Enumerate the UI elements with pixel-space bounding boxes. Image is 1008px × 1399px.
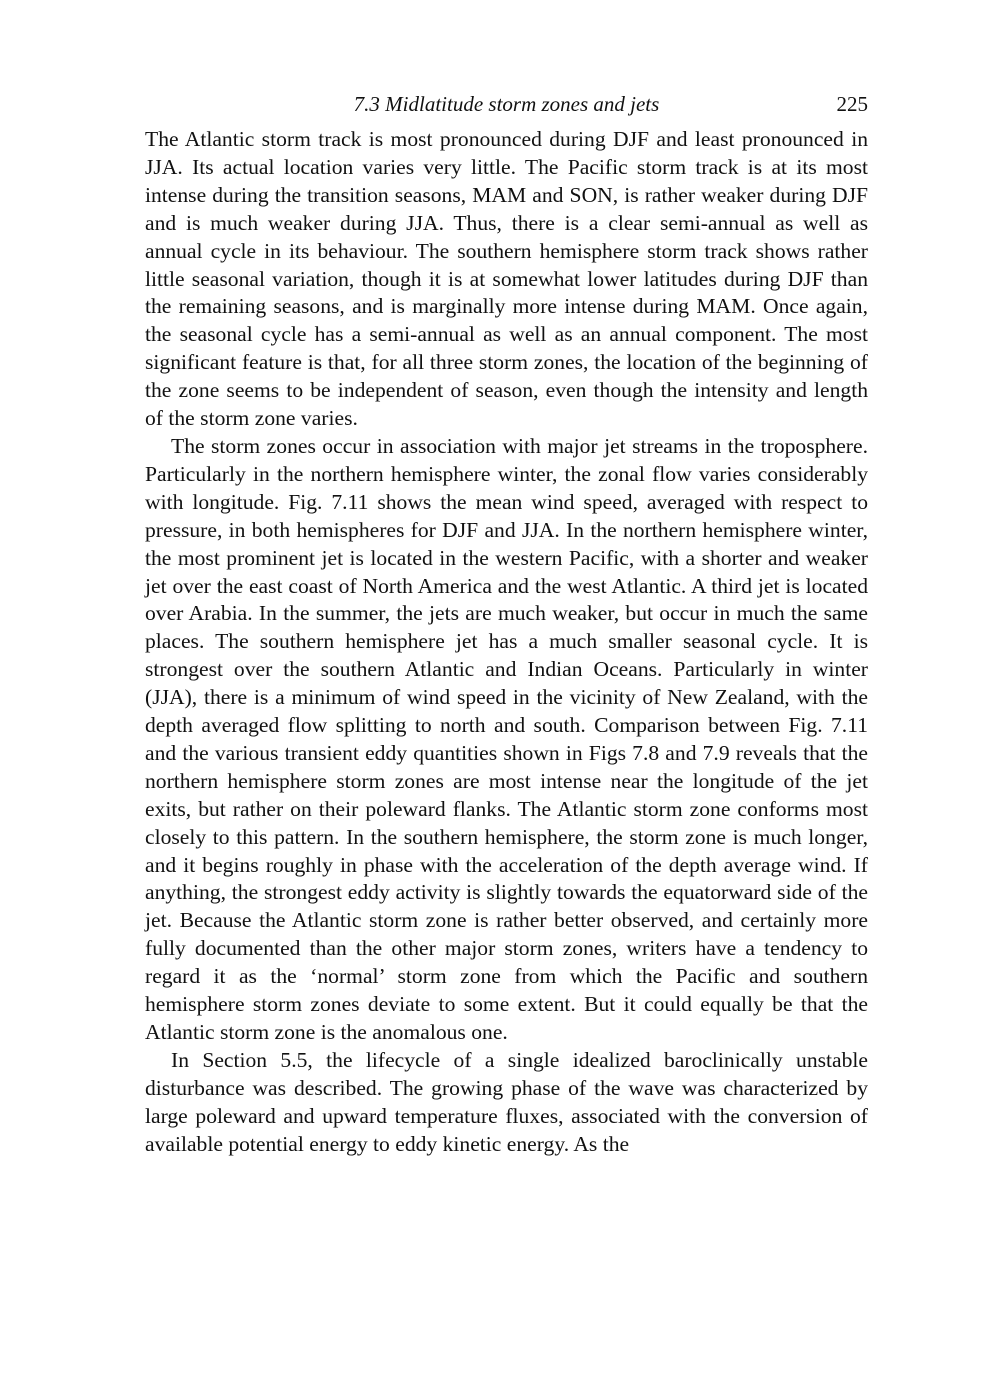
paragraph-lifecycle: In Section 5.5, the lifecycle of a single idealized baroclinically unstable disturbance was described. The growing phase of the wave was characterized by large poleward and upward temperature fluxes, associated with the conversion of available potential energy to eddy kinetic energy. As the	[145, 1047, 868, 1156]
paragraph-jet-streams: The storm zones occur in association with major jet streams in the troposphere. Particularly in the northern hemisphere winter, the zonal flow varies considerably with longitude. Fig. 7.11 shows the mean wind speed, averaged with respect to pressure, in both hemispheres for DJF and JJA. In the northern hemisphere winter, the most prominent jet is located in the western Pacific, with a shorter and weaker jet over the east coast of North America and the west Atlantic. A third jet is located over Arabia. In the summer, the jets are much weaker, but occur in much the same places. The southern hemisphere jet has a much smaller seasonal cycle. It is strongest over the southern Atlantic and Indian Oceans. Particularly in winter (JJA), there is a minimum of wind speed in the vicinity of New Zealand, with the depth averaged flow splitting to north and south. Comparison between Fig. 7.11 and the various transient eddy quantities shown in Figs 7.8 and 7.9 reveals that the northern hemisphere storm zones are most intense near the longitude of the jet exits, but rather on their poleward flanks. The Atlantic storm zone conforms most closely to this pattern. In the southern hemisphere, the storm zone is much longer, and it begins roughly in phase with the acceleration of the depth average wind. If anything, the strongest eddy activity is slightly towards the equatorward side of the jet. Because the Atlantic storm zone is rather better observed, and certainly more fully documented than the other major storm zones, writers have a tendency to regard it as the ‘normal’ storm zone from which the Pacific and southern hemisphere storm zones deviate to some extent. But it could equally be that the Atlantic storm zone is the anomalous one.	[145, 433, 868, 1044]
running-title: 7.3 Midlatitude storm zones and jets	[353, 92, 660, 116]
running-head	[145, 92, 868, 126]
book-page	[145, 92, 868, 1159]
page-number: 225	[836, 92, 868, 116]
body-text	[145, 126, 868, 1159]
paragraph-storm-track-seasonality: The Atlantic storm track is most pronounced during DJF and least pronounced in JJA. Its actual location varies very little. The Pacific storm track is at its most intense during the transition seasons, MAM and SON, is rather weaker during DJF and is much weaker during JJA. Thus, there is a clear semi-annual as well as annual cycle in its behaviour. The southern hemisphere storm track shows rather little seasonal variation, though it is at somewhat lower latitudes during DJF than the remaining seasons, and is marginally more intense during MAM. Once again, the seasonal cycle has a semi-annual as well as an annual component. The most significant feature is that, for all three storm zones, the location of the beginning of the zone seems to be independent of season, even though the intensity and length of the storm zone varies.	[145, 127, 868, 431]
